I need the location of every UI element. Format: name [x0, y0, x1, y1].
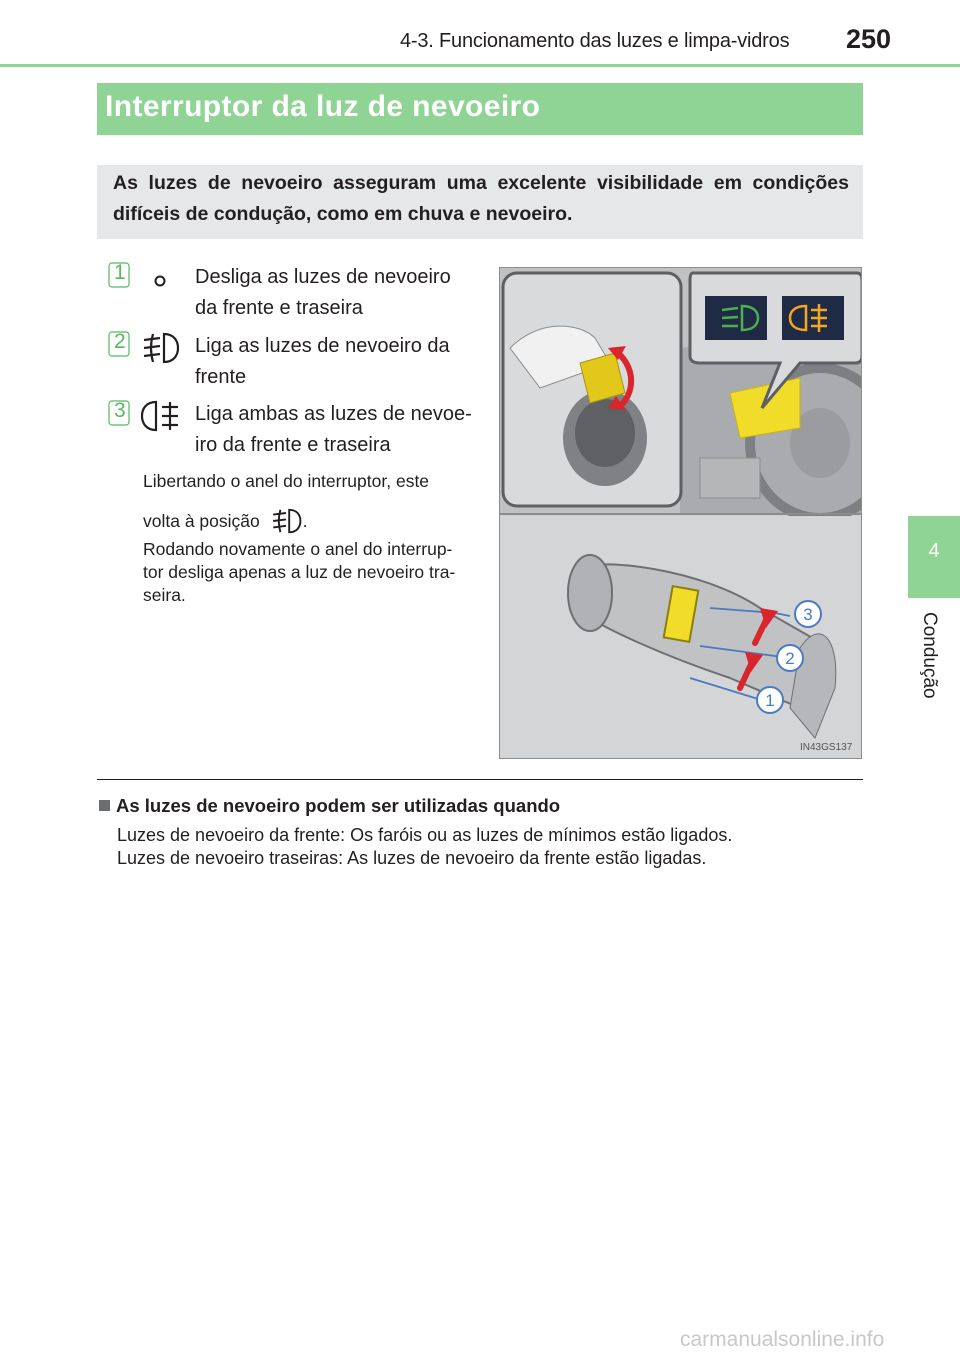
page-heading: Interruptor da luz de nevoeiro — [105, 90, 541, 123]
off-position-icon — [153, 274, 167, 288]
item-badge-2: 2 — [108, 331, 130, 363]
callout-1-label: 1 — [765, 691, 775, 710]
rotate-note: Rodando novamente o anel do interrup- tor desliga apenas a luz de nevoeiro tra- seira. — [143, 539, 456, 605]
subsection-heading: As luzes de nevoeiro podem ser utilizadas quando — [99, 795, 560, 817]
watermark: carmanualsonline.info — [680, 1328, 885, 1351]
subsection-line-2: Luzes de nevoeiro traseiras: As luzes de nevoeiro da frente estão ligadas. — [117, 848, 707, 868]
fog-switch-illustration — [499, 267, 862, 759]
subsection-line-1: Luzes de nevoeiro da frente: Os faróis ou as luzes de mínimos estão ligados. — [117, 825, 733, 845]
item-text-2: Liga as luzes de nevoeiro da frente — [195, 335, 450, 388]
callout-3-label: 3 — [803, 605, 813, 624]
rear-fog-icon — [140, 396, 182, 436]
header-divider — [0, 64, 960, 67]
page-number: 250 — [846, 24, 892, 54]
release-note-line2: volta à posição . — [143, 505, 308, 542]
front-fog-icon — [140, 328, 180, 368]
release-note-line1: Libertando o anel do interruptor, este — [143, 471, 430, 491]
callout-2-label: 2 — [785, 649, 795, 668]
item-badge-3: 3 — [108, 400, 130, 432]
section-title: 4-3. Funcionamento das luzes e limpa-vidros — [400, 30, 790, 52]
illustration-drawing — [500, 268, 862, 759]
item-text-3: Liga ambas as luzes de nevoe- iro da frente e traseira — [195, 403, 472, 456]
chapter-number: 4 — [928, 540, 940, 562]
intro-text: As luzes de nevoeiro asseguram uma excelente visibilidade em condições difíceis de condução, como em chuva e nevoeiro. — [113, 172, 849, 225]
item-badge-1: 1 — [108, 262, 130, 294]
item-text-1: Desliga as luzes de nevoeiro da frente e traseira — [195, 266, 451, 319]
figure-code: IN43GS137 — [800, 742, 853, 753]
bullet-square-icon — [99, 800, 110, 811]
section-divider — [97, 779, 863, 780]
chapter-label: Condução — [919, 612, 940, 699]
front-fog-icon — [269, 505, 303, 542]
